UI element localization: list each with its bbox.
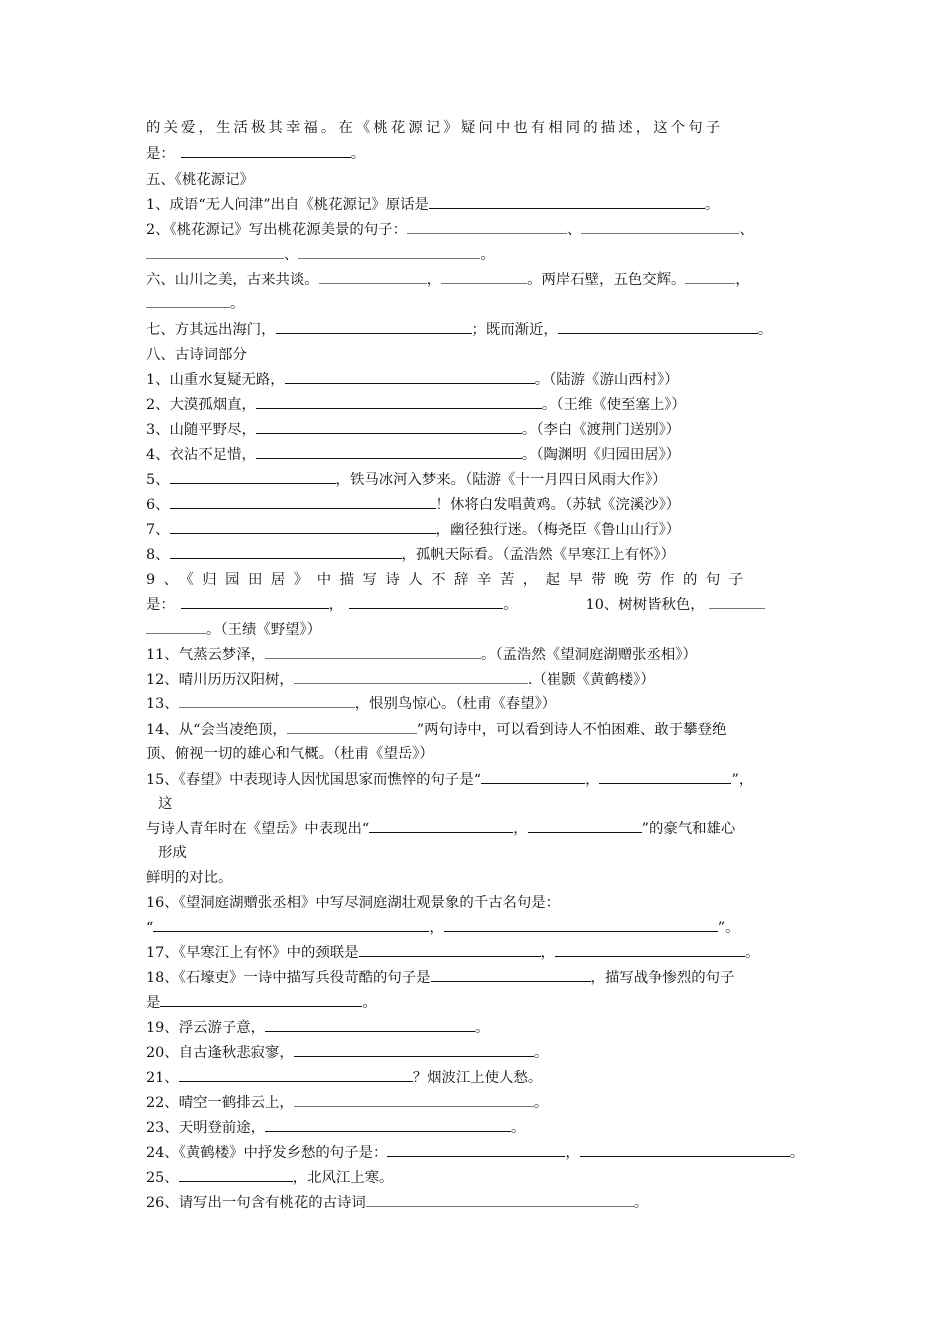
text: 22、晴空一鹤排云上， bbox=[146, 1095, 294, 1111]
text: 。（李白《渡荆门送别》） bbox=[521, 422, 681, 438]
text: 25、 bbox=[146, 1170, 179, 1186]
question-line bbox=[146, 144, 365, 164]
text: 24、《黄鹤楼》中抒发乡愁的句子是： bbox=[146, 1145, 388, 1161]
question-line bbox=[146, 520, 680, 540]
text: ，幽径独行迷。（梅尧臣《鲁山山行》） bbox=[435, 522, 681, 538]
text: ， bbox=[328, 597, 344, 613]
question-line bbox=[146, 495, 680, 515]
answer-blank[interactable] bbox=[444, 918, 718, 932]
answer-blank[interactable] bbox=[153, 918, 429, 932]
text: 7、 bbox=[146, 522, 170, 538]
answer-blank[interactable] bbox=[298, 245, 480, 259]
text: 13、 bbox=[146, 696, 179, 712]
text: 16、《望洞庭湖赠张丞相》中写尽洞庭湖壮观景象的千古名句是： bbox=[146, 895, 561, 911]
text: 。 bbox=[533, 1045, 549, 1061]
text: ！休将白发唱黄鸡。（苏轼《浣溪沙》） bbox=[435, 497, 681, 513]
answer-blank[interactable] bbox=[170, 470, 336, 484]
question-line bbox=[146, 968, 734, 988]
text: 、 bbox=[567, 222, 582, 238]
question-line bbox=[146, 1093, 548, 1113]
text: ， bbox=[735, 272, 750, 288]
text: 1、山重水复疑无路， bbox=[146, 372, 285, 388]
answer-blank[interactable] bbox=[287, 720, 417, 734]
question-line bbox=[146, 943, 759, 963]
text: 9、《归园田居》中描写诗人不辞辛苦，起早带晚劳作的句子 bbox=[146, 572, 752, 588]
answer-blank[interactable] bbox=[349, 595, 503, 609]
text: 。（孟浩然《望洞庭湖赠张丞相》） bbox=[481, 647, 697, 663]
text: ，描写战争惨烈的句子 bbox=[590, 970, 735, 986]
question-line bbox=[146, 370, 679, 390]
text: ， bbox=[426, 272, 442, 288]
text: 。（王维《使至塞上》） bbox=[541, 397, 686, 413]
text: 。 bbox=[533, 1095, 549, 1111]
text: 15、《春望》中表现诗人因忧国思家而憔悴的句子是“ bbox=[146, 772, 482, 788]
text: ”两句诗中，可以看到诗人不怕困难、敢于攀登绝 bbox=[416, 722, 727, 738]
answer-blank[interactable] bbox=[407, 220, 567, 234]
answer-blank[interactable] bbox=[481, 770, 585, 784]
answer-blank[interactable] bbox=[580, 1143, 790, 1157]
answer-blank[interactable] bbox=[276, 320, 472, 334]
question-line bbox=[146, 893, 560, 913]
answer-blank[interactable] bbox=[181, 144, 351, 158]
text: 是： bbox=[146, 597, 175, 613]
text: 。 bbox=[362, 995, 377, 1011]
text: 5、 bbox=[146, 472, 170, 488]
text: 。 bbox=[230, 296, 245, 312]
answer-blank[interactable] bbox=[265, 1018, 475, 1032]
text: ， bbox=[513, 821, 528, 837]
question-line bbox=[146, 545, 675, 565]
text: 八、古诗词部分 bbox=[146, 347, 247, 363]
text: 21、 bbox=[146, 1070, 179, 1086]
question-line bbox=[146, 918, 740, 938]
text: ， bbox=[540, 945, 555, 961]
text: 。（王绩《野望》） bbox=[206, 622, 322, 638]
answer-blank[interactable] bbox=[709, 595, 765, 609]
question-line bbox=[146, 320, 772, 340]
answer-blank[interactable] bbox=[528, 819, 642, 833]
question-line bbox=[146, 645, 697, 665]
text: ，铁马冰河入梦来。（陆游《十一月四日风雨大作》） bbox=[335, 472, 667, 488]
text: 1、成语“无人问津”出自《桃花源记》原话是 bbox=[146, 197, 429, 213]
answer-blank[interactable] bbox=[558, 320, 758, 334]
answer-blank[interactable] bbox=[179, 1068, 413, 1082]
answer-blank[interactable] bbox=[170, 545, 402, 559]
answer-blank[interactable] bbox=[265, 645, 481, 659]
answer-blank[interactable] bbox=[160, 993, 362, 1007]
text: 14、从“会当凌绝顶， bbox=[146, 722, 287, 738]
question-line bbox=[146, 420, 680, 440]
question-line bbox=[146, 570, 752, 590]
answer-blank[interactable] bbox=[441, 270, 527, 284]
text: 。 bbox=[757, 322, 773, 338]
text: 鲜明的对比。 bbox=[146, 870, 233, 886]
question-line bbox=[146, 1043, 548, 1063]
answer-blank[interactable] bbox=[146, 620, 206, 634]
text: 。 bbox=[789, 1145, 805, 1161]
answer-blank[interactable] bbox=[359, 943, 541, 957]
question-line bbox=[146, 1068, 542, 1088]
question-line bbox=[146, 595, 765, 615]
text: 、 bbox=[739, 222, 754, 238]
text: 顶、俯视一切的雄心和气概。（杜甫《望岳》） bbox=[146, 746, 434, 762]
text: ，孤帆天际看。（孟浩然《早寒江上有怀》） bbox=[401, 547, 675, 563]
answer-blank[interactable] bbox=[431, 968, 591, 982]
answer-blank[interactable] bbox=[265, 1118, 511, 1132]
text: 。（陶渊明《归园田居》） bbox=[521, 447, 681, 463]
answer-blank[interactable] bbox=[256, 445, 522, 459]
text: 六、山川之美，古来共谈。 bbox=[146, 272, 319, 288]
question-line bbox=[146, 670, 655, 690]
text: 的关爱，生活极其幸福。在《桃花源记》疑问中也有相同的描述，这个句子 bbox=[146, 120, 724, 136]
text: 12、晴川历历汉阳树， bbox=[146, 672, 294, 688]
text: ，北风江上寒。 bbox=[292, 1170, 394, 1186]
answer-blank[interactable] bbox=[179, 694, 355, 708]
text: ， bbox=[585, 772, 600, 788]
answer-blank[interactable] bbox=[366, 1193, 634, 1207]
question-line bbox=[146, 445, 680, 465]
question-line bbox=[146, 1168, 393, 1188]
answer-blank[interactable] bbox=[685, 270, 735, 284]
text: .（崔颢《黄鹤楼》） bbox=[527, 672, 655, 688]
text: “ bbox=[146, 920, 154, 936]
answer-blank[interactable] bbox=[319, 270, 427, 284]
text: ”。 bbox=[717, 920, 740, 936]
question-line bbox=[146, 1143, 804, 1163]
text: 是 bbox=[146, 995, 161, 1011]
section-heading bbox=[146, 345, 247, 365]
question-line bbox=[146, 245, 495, 265]
text: 8、 bbox=[146, 547, 170, 563]
text: ；既而渐近， bbox=[471, 322, 558, 338]
answer-blank[interactable] bbox=[387, 1143, 565, 1157]
answer-blank[interactable] bbox=[294, 670, 528, 684]
question-line bbox=[146, 470, 667, 490]
text: 。 bbox=[633, 1195, 649, 1211]
question-line bbox=[146, 270, 750, 290]
text: 17、《早寒江上有怀》中的颈联是 bbox=[146, 945, 359, 961]
question-line bbox=[146, 620, 321, 640]
question-line bbox=[146, 770, 753, 790]
text: 。 bbox=[475, 1020, 490, 1036]
answer-blank[interactable] bbox=[599, 770, 731, 784]
text: 七、方其远出海门， bbox=[146, 322, 276, 338]
text: ，恨别鸟惊心。（杜甫《春望》） bbox=[354, 696, 557, 712]
question-line bbox=[146, 694, 556, 714]
text: ， bbox=[565, 1145, 580, 1161]
question-line bbox=[146, 993, 377, 1013]
answer-blank[interactable] bbox=[581, 220, 739, 234]
answer-blank[interactable] bbox=[146, 294, 230, 308]
text: 五、《桃花源记》 bbox=[146, 172, 254, 188]
text: ”， bbox=[731, 772, 754, 788]
text-line bbox=[146, 744, 434, 764]
answer-blank[interactable] bbox=[555, 943, 745, 957]
answer-blank[interactable] bbox=[181, 595, 329, 609]
text: 26、请写出一句含有桃花的古诗词 bbox=[146, 1195, 366, 1211]
question-line bbox=[146, 819, 735, 839]
text: 19、浮云游子意， bbox=[146, 1020, 266, 1036]
answer-blank[interactable] bbox=[179, 1168, 293, 1182]
answer-blank[interactable] bbox=[285, 370, 535, 384]
text-line bbox=[146, 868, 232, 888]
text: 2、《桃花源记》写出桃花源美景的句子： bbox=[146, 222, 407, 238]
text: 4、衣沾不足惜， bbox=[146, 447, 256, 463]
answer-blank[interactable] bbox=[170, 495, 436, 509]
text: ？烟波江上使人愁。 bbox=[412, 1070, 543, 1086]
text-line bbox=[146, 118, 723, 138]
text: 2、大漠孤烟直， bbox=[146, 397, 256, 413]
answer-blank[interactable] bbox=[256, 420, 522, 434]
question-line bbox=[146, 195, 719, 215]
question-line bbox=[146, 395, 686, 415]
text: 。 bbox=[350, 146, 366, 162]
question-line bbox=[146, 1118, 525, 1138]
question-line bbox=[146, 720, 726, 740]
answer-blank[interactable] bbox=[294, 1093, 534, 1107]
text: 。 bbox=[480, 247, 495, 263]
text: ”的豪气和雄心 bbox=[641, 821, 736, 837]
text: 。 bbox=[745, 945, 760, 961]
text: 20、自古逢秋悲寂寥， bbox=[146, 1045, 294, 1061]
text: ， bbox=[429, 920, 444, 936]
text: 。 bbox=[503, 597, 518, 613]
answer-blank[interactable] bbox=[146, 245, 284, 259]
text: 是： bbox=[146, 146, 175, 162]
text: 18、《石壕吏》一诗中描写兵役苛酷的句子是 bbox=[146, 970, 431, 986]
text: 。 bbox=[511, 1120, 526, 1136]
question-line bbox=[146, 1193, 648, 1213]
text: 6、 bbox=[146, 497, 170, 513]
answer-blank[interactable] bbox=[369, 819, 513, 833]
question-line bbox=[146, 294, 244, 314]
text: 10、树树皆秋色， bbox=[585, 597, 705, 613]
text: 。两岸石壁，五色交辉。 bbox=[527, 272, 686, 288]
question-line bbox=[146, 220, 754, 240]
text-line bbox=[158, 843, 187, 863]
text: 。（陆游《游山西村》） bbox=[534, 372, 679, 388]
text: 这 bbox=[158, 796, 173, 812]
section-heading bbox=[146, 170, 254, 190]
text-line bbox=[158, 794, 172, 814]
text: 与诗人青年时在《望岳》中表现出“ bbox=[146, 821, 370, 837]
answer-blank[interactable] bbox=[256, 395, 542, 409]
text: 3、山随平野尽， bbox=[146, 422, 256, 438]
text: 、 bbox=[284, 247, 299, 263]
answer-blank[interactable] bbox=[170, 520, 436, 534]
answer-blank[interactable] bbox=[294, 1043, 534, 1057]
answer-blank[interactable] bbox=[429, 195, 705, 209]
text: 形成 bbox=[158, 845, 187, 861]
question-line bbox=[146, 1018, 489, 1038]
text: 23、天明登前途， bbox=[146, 1120, 266, 1136]
text: 。 bbox=[704, 197, 720, 213]
text: 11、气蒸云梦泽， bbox=[146, 647, 266, 663]
